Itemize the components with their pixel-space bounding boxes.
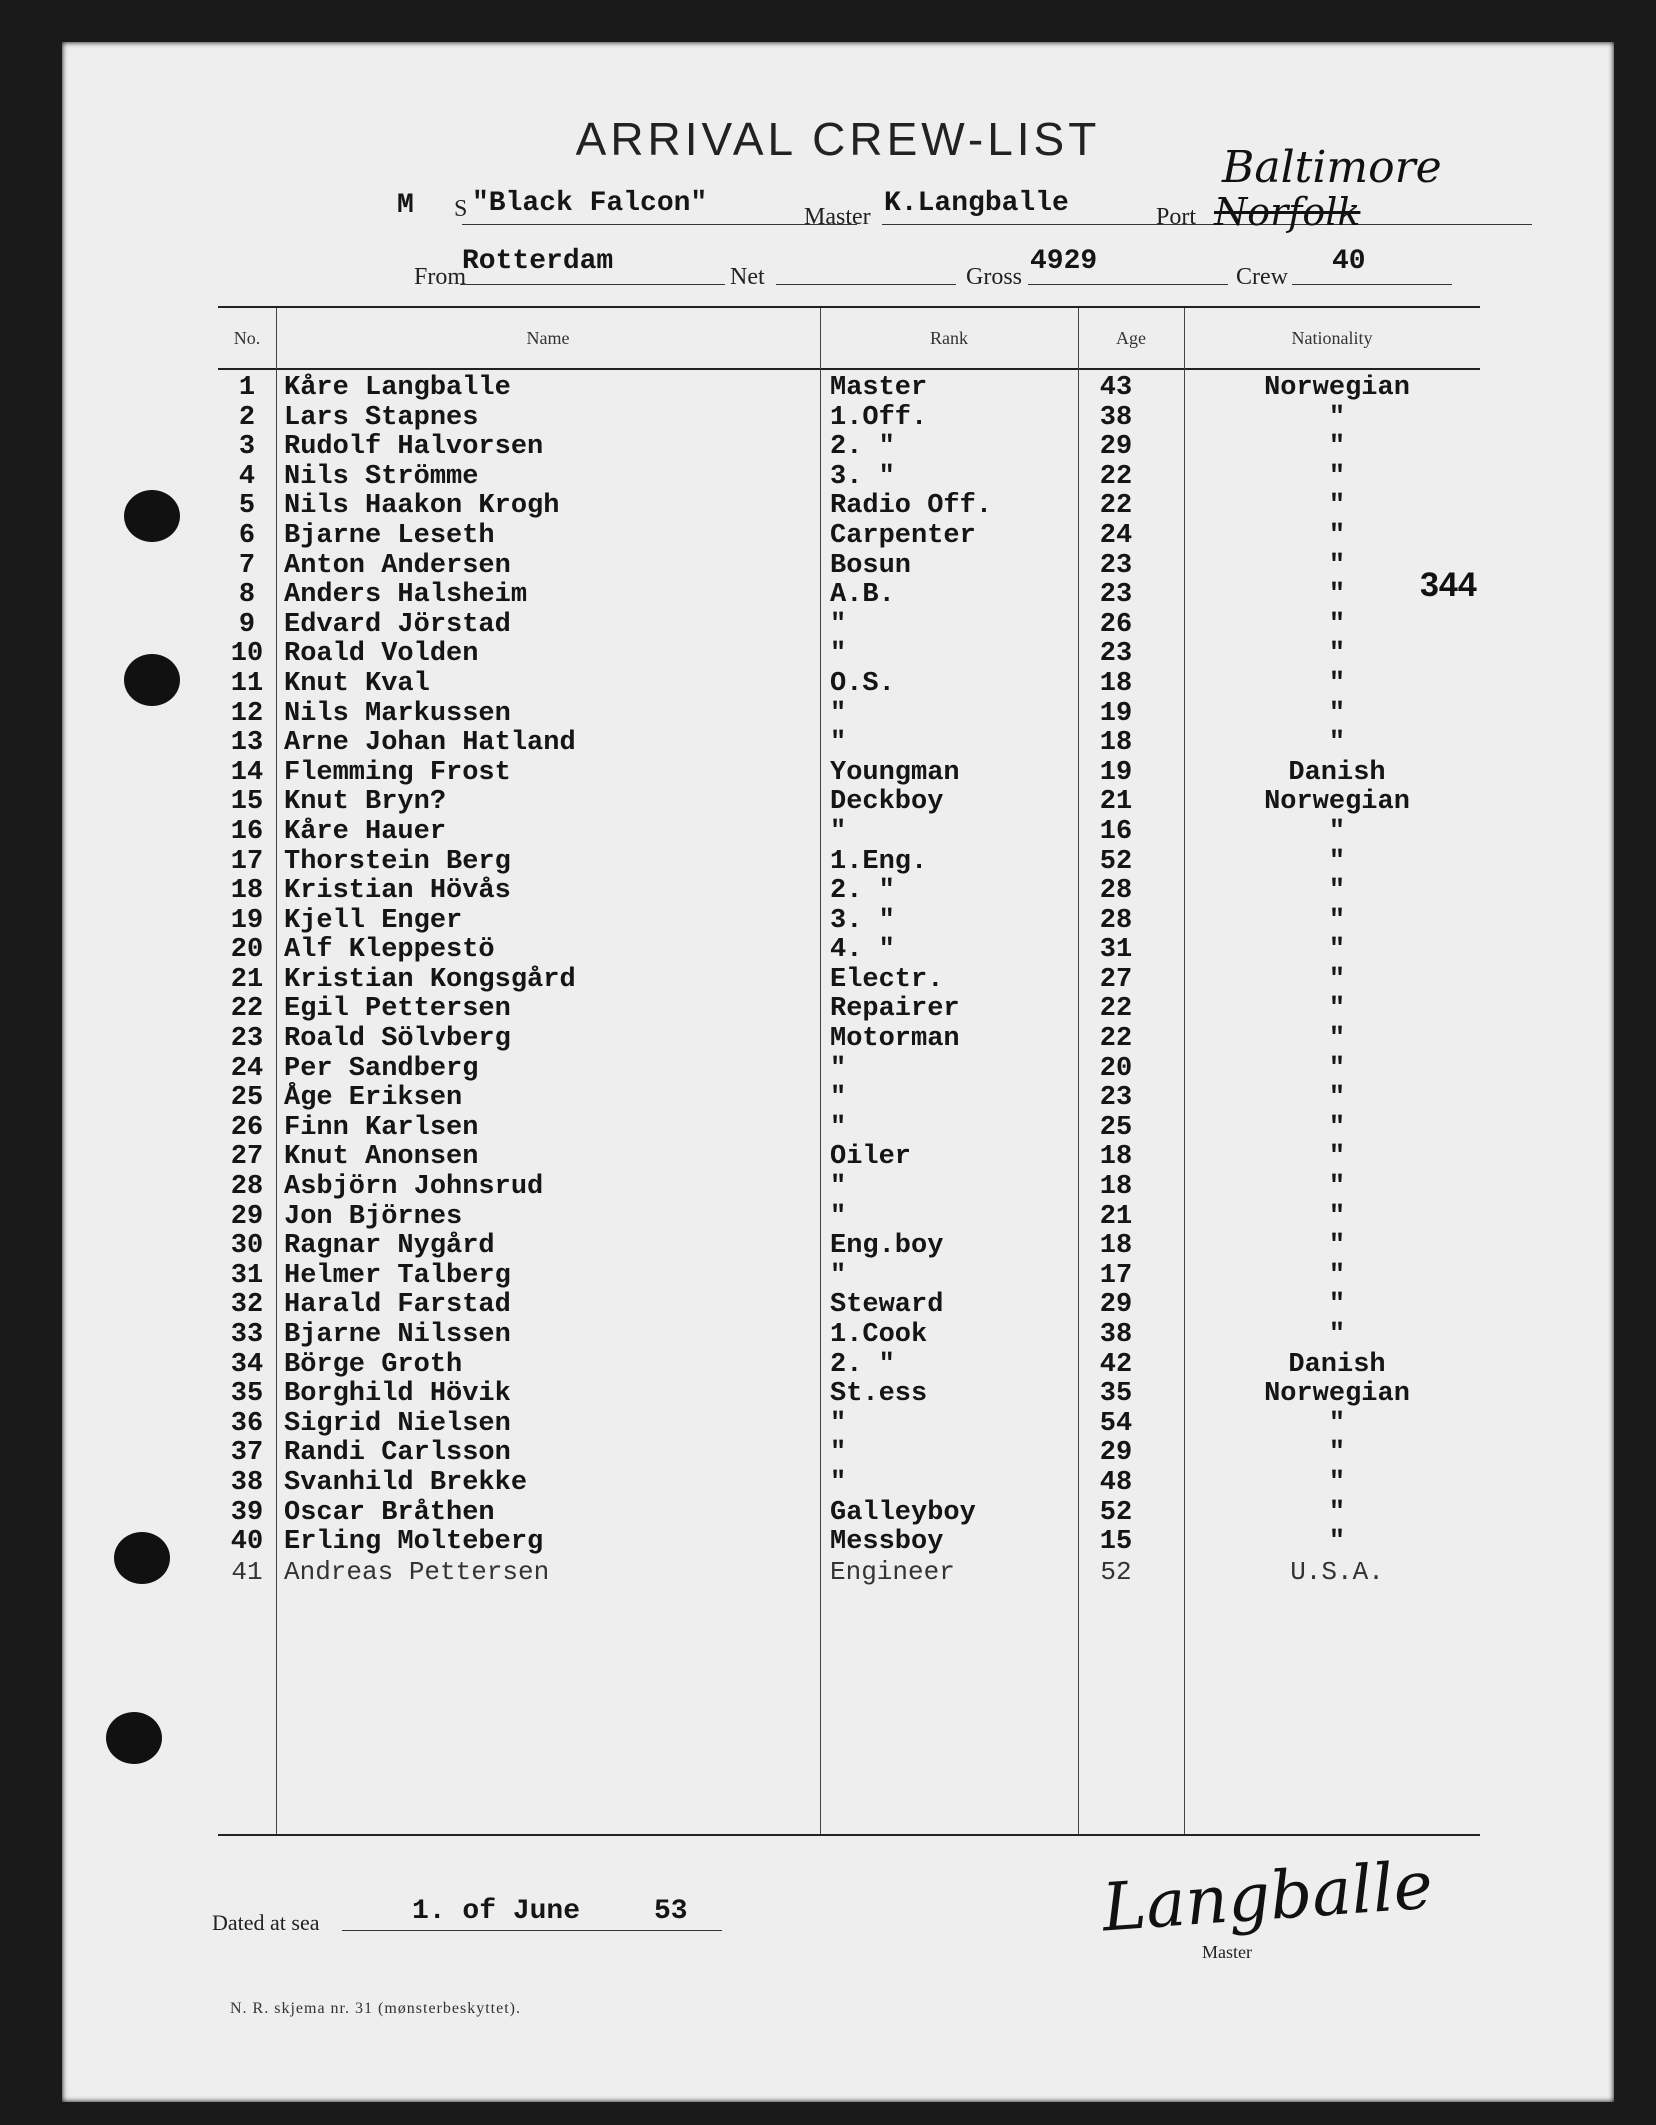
crew-rows: [218, 374, 1480, 1587]
crew-age: 23: [1099, 1083, 1133, 1114]
crew-rank: 1.Cook: [830, 1320, 928, 1350]
crew-age: 17: [1099, 1260, 1133, 1291]
crew-age: 23: [1099, 580, 1133, 611]
row-number: 23: [230, 1024, 264, 1055]
crew-list-sheet: [62, 42, 1614, 2102]
crew-name: Kristian Kongsgård: [284, 964, 576, 995]
crew-nationality: ": [1328, 1467, 1346, 1498]
crew-age: 18: [1099, 1142, 1133, 1173]
crew-name: Flemming Frost: [284, 757, 511, 788]
row-number: 13: [230, 728, 264, 759]
row-number: 8: [238, 580, 256, 611]
crew-age: 52: [1100, 1556, 1132, 1587]
table-row: [218, 404, 1480, 434]
table-row: [218, 1173, 1480, 1203]
table-row: [218, 374, 1480, 404]
row-number: 21: [230, 964, 264, 995]
table-row: [218, 640, 1480, 670]
table-row: [218, 552, 1480, 582]
crew-name: Asbjörn Johnsrud: [284, 1172, 544, 1203]
crew-age: 52: [1099, 1497, 1133, 1528]
crew-nationality: ": [1328, 994, 1346, 1025]
crew-nationality: ": [1328, 698, 1346, 729]
crew-age: 23: [1099, 639, 1133, 670]
crew-age: 21: [1099, 1201, 1133, 1232]
crew-rank: ": [830, 816, 847, 847]
gross-value: 4929: [1030, 246, 1098, 277]
crew-rank: ": [830, 639, 847, 670]
row-number: 29: [230, 1201, 264, 1232]
crew-age: 29: [1099, 1438, 1133, 1469]
row-number: 5: [238, 491, 256, 522]
master-label: Master: [804, 204, 871, 230]
row-number: 34: [230, 1349, 264, 1380]
crew-rank: ": [830, 1112, 847, 1143]
row-number: 25: [230, 1083, 264, 1114]
table-row: [218, 1114, 1480, 1144]
crew-name: Kåre Langballe: [284, 373, 511, 403]
row-number: 6: [238, 520, 256, 551]
crew-nationality: ": [1328, 964, 1346, 995]
row-number: 2: [238, 402, 256, 433]
row-number: 32: [230, 1290, 264, 1321]
crew-nationality: ": [1328, 905, 1346, 936]
table-row: [218, 936, 1480, 966]
crew-name: Åge Eriksen: [284, 1083, 463, 1114]
row-number: 22: [230, 994, 264, 1025]
crew-age: 22: [1099, 1024, 1133, 1055]
crew-name: Kåre Hauer: [284, 816, 447, 847]
from-label: From: [414, 264, 467, 290]
column-header-name: Name: [526, 328, 570, 348]
row-number: 12: [230, 698, 264, 729]
master-value: K.Langballe: [884, 188, 1069, 219]
crew-age: 18: [1099, 728, 1133, 759]
crew-age: 19: [1099, 698, 1133, 729]
row-number: 27: [230, 1142, 264, 1173]
row-number: 15: [230, 787, 264, 818]
crew-nationality: ": [1328, 1172, 1346, 1203]
crew-rank: Messboy: [830, 1527, 944, 1558]
table-row: [218, 1558, 1480, 1588]
crew-name: Knut Kval: [284, 668, 430, 699]
crew-age: 28: [1099, 876, 1133, 907]
crew-rank: ": [830, 1438, 847, 1469]
crew-nationality: ": [1328, 728, 1346, 759]
crew-nationality: ": [1328, 935, 1346, 966]
crew-rank: ": [830, 1260, 847, 1291]
crew-name: Jon Björnes: [284, 1201, 463, 1232]
row-number: 37: [230, 1438, 264, 1469]
crew-nationality: ": [1328, 876, 1346, 907]
crew-name: Svanhild Brekke: [284, 1467, 528, 1498]
table-row: [218, 1203, 1480, 1233]
table-row: [218, 818, 1480, 848]
crew-value: 40: [1332, 246, 1366, 277]
crew-rank: ": [830, 1408, 847, 1439]
crew-name: Andreas Pettersen: [284, 1556, 550, 1587]
table-row: [218, 1291, 1480, 1321]
crew-rank: Bosun: [830, 550, 912, 581]
page-title: ARRIVAL CREW-LIST: [575, 113, 1101, 165]
punch-hole: [124, 490, 180, 542]
year-value: 53: [654, 1896, 688, 1927]
crew-nationality: U.S.A.: [1290, 1556, 1384, 1587]
column-header-age: Age: [1116, 328, 1146, 348]
crew-age: 24: [1099, 520, 1133, 551]
crew-nationality: ": [1328, 1201, 1346, 1232]
crew-nationality: ": [1328, 402, 1346, 433]
crew-rank: Radio Off.: [830, 491, 993, 522]
crew-nationality: ": [1328, 816, 1346, 847]
crew-nationality: ": [1328, 1497, 1346, 1528]
crew-nationality: ": [1328, 1024, 1346, 1055]
crew-rank: ": [830, 1172, 847, 1203]
crew-age: 42: [1099, 1349, 1133, 1380]
crew-rank: 2. ": [830, 1349, 895, 1380]
crew-rank: Oiler: [830, 1142, 912, 1173]
crew-age: 20: [1099, 1053, 1133, 1084]
crew-nationality: ": [1328, 846, 1346, 877]
crew-rank: Eng.boy: [830, 1231, 944, 1262]
table-row: [218, 759, 1480, 789]
crew-rank: Galleyboy: [830, 1497, 976, 1528]
row-number: 38: [230, 1467, 264, 1498]
table-row: [218, 670, 1480, 700]
crew-age: 27: [1099, 964, 1133, 995]
crew-nationality: ": [1328, 491, 1346, 522]
table-row: [218, 1232, 1480, 1262]
crew-name: Randi Carlsson: [284, 1438, 511, 1469]
crew-rank: ": [830, 1201, 847, 1232]
punch-hole: [124, 654, 180, 706]
row-number: 26: [230, 1112, 264, 1143]
crew-rank: 3. ": [830, 905, 895, 936]
crew-name: Nils Strömme: [284, 461, 479, 492]
punch-hole: [114, 1532, 170, 1584]
side-number: 344: [1420, 566, 1477, 604]
crew-nationality: ": [1328, 668, 1346, 699]
row-number: 7: [238, 550, 256, 581]
crew-rank: ": [830, 609, 847, 640]
dated-label: Dated at sea: [212, 1910, 320, 1935]
crew-name: Rudolf Halvorsen: [284, 432, 544, 463]
crew-age: 23: [1099, 550, 1133, 581]
row-number: 18: [230, 876, 264, 907]
crew-nationality: Danish: [1288, 1349, 1386, 1380]
crew-name: Arne Johan Hatland: [284, 728, 576, 759]
crew-name: Roald Sölvberg: [284, 1024, 511, 1055]
crew-name: Per Sandberg: [284, 1053, 479, 1084]
table-row: [218, 729, 1480, 759]
crew-name: Ragnar Nygård: [284, 1231, 495, 1262]
crew-rank: 2. ": [830, 432, 895, 463]
crew-rank: ": [830, 1053, 847, 1084]
row-number: 24: [230, 1053, 264, 1084]
crew-age: 52: [1099, 846, 1133, 877]
crew-rank: ": [830, 728, 847, 759]
crew-age: 48: [1099, 1467, 1133, 1498]
table-row: [218, 463, 1480, 493]
column-header-rank: Rank: [930, 328, 968, 348]
crew-age: 28: [1099, 905, 1133, 936]
crew-rank: ": [830, 698, 847, 729]
crew-nationality: ": [1328, 1260, 1346, 1291]
crew-age: 25: [1099, 1112, 1133, 1143]
port-struck: Norfolk: [1214, 190, 1361, 234]
column-header-no: No.: [233, 328, 261, 348]
crew-name: Finn Karlsen: [284, 1112, 479, 1143]
crew-nationality: ": [1328, 1083, 1346, 1114]
row-number: 36: [230, 1408, 264, 1439]
crew-name: Borghild Hövik: [284, 1379, 511, 1410]
vessel-suffix: S: [454, 196, 468, 222]
crew-age: 29: [1099, 1290, 1133, 1321]
crew-rank: O.S.: [830, 668, 895, 699]
table-row: [218, 1025, 1480, 1055]
row-number: 11: [230, 668, 264, 699]
crew-rank: 2. ": [830, 876, 895, 907]
crew-nationality: Danish: [1288, 757, 1386, 788]
crew-name: Nils Markussen: [284, 698, 511, 729]
crew-age: 43: [1099, 373, 1133, 403]
crew-nationality: ": [1328, 580, 1346, 611]
crew-age: 22: [1099, 461, 1133, 492]
crew-nationality: ": [1328, 1142, 1346, 1173]
crew-age: 18: [1099, 1231, 1133, 1262]
crew-name: Knut Bryn?: [284, 787, 447, 818]
vessel-name: "Black Falcon": [472, 188, 708, 219]
crew-rank: Motorman: [830, 1024, 960, 1055]
crew-rank: 1.Off.: [830, 402, 928, 433]
crew-rank: A.B.: [830, 580, 895, 611]
crew-rank: 4. ": [830, 935, 895, 966]
crew-nationality: ": [1328, 1290, 1346, 1321]
crew-rank: Youngman: [830, 757, 960, 788]
crew-nationality: ": [1328, 520, 1346, 551]
row-number: 31: [230, 1260, 264, 1291]
crew-nationality: ": [1328, 1112, 1346, 1143]
table-row: [218, 433, 1480, 463]
crew-age: 31: [1099, 935, 1133, 966]
crew-nationality: ": [1328, 639, 1346, 670]
crew-age: 26: [1099, 609, 1133, 640]
crew-name: Thorstein Berg: [284, 846, 511, 877]
crew-age: 18: [1099, 1172, 1133, 1203]
crew-name: Edvard Jörstad: [284, 609, 511, 640]
table-row: [218, 1351, 1480, 1381]
crew-age: 29: [1099, 432, 1133, 463]
crew-rank: ": [830, 1467, 847, 1498]
crew-age: 18: [1099, 668, 1133, 699]
vessel-prefix: M: [397, 190, 414, 221]
crew-age: 16: [1099, 816, 1133, 847]
crew-nationality: ": [1328, 1408, 1346, 1439]
crew-name: Knut Anonsen: [284, 1142, 479, 1173]
row-number: 3: [238, 432, 256, 463]
crew-name: Anders Halsheim: [284, 580, 528, 611]
crew-age: 38: [1099, 1320, 1133, 1350]
crew-name: Oscar Bråthen: [284, 1497, 495, 1528]
table-row: [218, 611, 1480, 641]
table-row: [218, 1262, 1480, 1292]
table-row: [218, 877, 1480, 907]
row-number: 33: [230, 1320, 264, 1350]
form-note: N. R. skjema nr. 31 (mønsterbeskyttet).: [230, 2000, 521, 2017]
table-row: [218, 1055, 1480, 1085]
master-signature: Langballe: [1099, 1846, 1436, 1947]
row-number: 30: [230, 1231, 264, 1262]
crew-nationality: ": [1328, 609, 1346, 640]
row-number: 41: [231, 1556, 263, 1587]
footer-master-label: Master: [1202, 1942, 1252, 1962]
crew-rank: Engineer: [830, 1556, 955, 1587]
from-value: Rotterdam: [462, 246, 614, 277]
table-row: [218, 1499, 1480, 1529]
crew-age: 22: [1099, 994, 1133, 1025]
row-number: 35: [230, 1379, 264, 1410]
crew-rank: 1.Eng.: [830, 846, 928, 877]
crew-nationality: ": [1328, 461, 1346, 492]
row-number: 40: [230, 1527, 264, 1558]
table-row: [218, 492, 1480, 522]
row-number: 14: [230, 757, 264, 788]
crew-name: Nils Haakon Krogh: [284, 491, 560, 522]
crew-age: 22: [1099, 491, 1133, 522]
table-row: [218, 907, 1480, 937]
crew-name: Egil Pettersen: [284, 994, 511, 1025]
crew-age: 38: [1099, 402, 1133, 433]
table-row: [218, 700, 1480, 730]
crew-age: 19: [1099, 757, 1133, 788]
table-row: [218, 1380, 1480, 1410]
row-number: 19: [230, 905, 264, 936]
table-row: [218, 1321, 1480, 1351]
table-row: [218, 788, 1480, 818]
crew-rank: Steward: [830, 1290, 944, 1321]
crew-name: Bjarne Leseth: [284, 520, 495, 551]
crew-nationality: ": [1328, 1527, 1346, 1558]
crew-name: Helmer Talberg: [284, 1260, 511, 1291]
port-label: Port: [1156, 204, 1197, 230]
date-value: 1. of June: [412, 1896, 581, 1927]
crew-nationality: Norwegian: [1264, 373, 1410, 403]
crew-name: Kjell Enger: [284, 905, 463, 936]
crew-name: Börge Groth: [284, 1349, 463, 1380]
crew-name: Harald Farstad: [284, 1290, 511, 1321]
row-number: 39: [230, 1497, 264, 1528]
row-number: 9: [238, 609, 256, 640]
crew-nationality: ": [1328, 1320, 1346, 1350]
table-row: [218, 1143, 1480, 1173]
table-row: [218, 1469, 1480, 1499]
crew-label: Crew: [1236, 264, 1288, 290]
crew-name: Erling Molteberg: [284, 1527, 544, 1558]
table-row: [218, 1528, 1480, 1558]
crew-nationality: Norwegian: [1264, 1379, 1410, 1410]
crew-nationality: ": [1328, 1438, 1346, 1469]
table-row: [218, 1439, 1480, 1469]
table-row: [218, 581, 1480, 611]
crew-age: 35: [1099, 1379, 1133, 1410]
net-label: Net: [730, 264, 765, 290]
port-handwritten: Baltimore: [1222, 142, 1442, 193]
crew-rank: Carpenter: [830, 520, 976, 551]
crew-nationality: ": [1328, 432, 1346, 463]
crew-name: Bjarne Nilssen: [284, 1320, 511, 1350]
gross-label: Gross: [966, 264, 1023, 290]
crew-nationality: Norwegian: [1264, 787, 1410, 818]
column-header-nationality: Nationality: [1291, 328, 1373, 348]
table-row: [218, 522, 1480, 552]
row-number: 1: [238, 373, 256, 403]
row-number: 20: [230, 935, 264, 966]
crew-rank: Master: [830, 373, 928, 403]
table-row: [218, 995, 1480, 1025]
crew-table: [218, 306, 1480, 1876]
crew-rank: ": [830, 1083, 847, 1114]
crew-rank: Electr.: [830, 964, 944, 995]
crew-age: 21: [1099, 787, 1133, 818]
row-number: 16: [230, 816, 264, 847]
crew-name: Anton Andersen: [284, 550, 511, 581]
table-row: [218, 848, 1480, 878]
row-number: 17: [230, 846, 264, 877]
row-number: 4: [238, 461, 256, 492]
table-row: [218, 1410, 1480, 1440]
crew-name: Roald Volden: [284, 639, 479, 670]
crew-rank: St.ess: [830, 1379, 928, 1410]
crew-rank: Deckboy: [830, 787, 944, 818]
table-row: [218, 966, 1480, 996]
row-number: 10: [230, 639, 264, 670]
crew-nationality: ": [1328, 1231, 1346, 1262]
crew-age: 54: [1099, 1408, 1133, 1439]
punch-hole: [106, 1712, 162, 1764]
crew-rank: 3. ": [830, 461, 895, 492]
row-number: 28: [230, 1172, 264, 1203]
crew-name: Sigrid Nielsen: [284, 1408, 511, 1439]
crew-name: Alf Kleppestö: [284, 935, 495, 966]
crew-nationality: ": [1328, 550, 1346, 581]
table-row: [218, 1084, 1480, 1114]
crew-name: Kristian Hövås: [284, 876, 511, 907]
crew-rank: Repairer: [830, 994, 960, 1025]
crew-nationality: ": [1328, 1053, 1346, 1084]
crew-name: Lars Stapnes: [284, 402, 479, 433]
crew-age: 15: [1099, 1527, 1133, 1558]
